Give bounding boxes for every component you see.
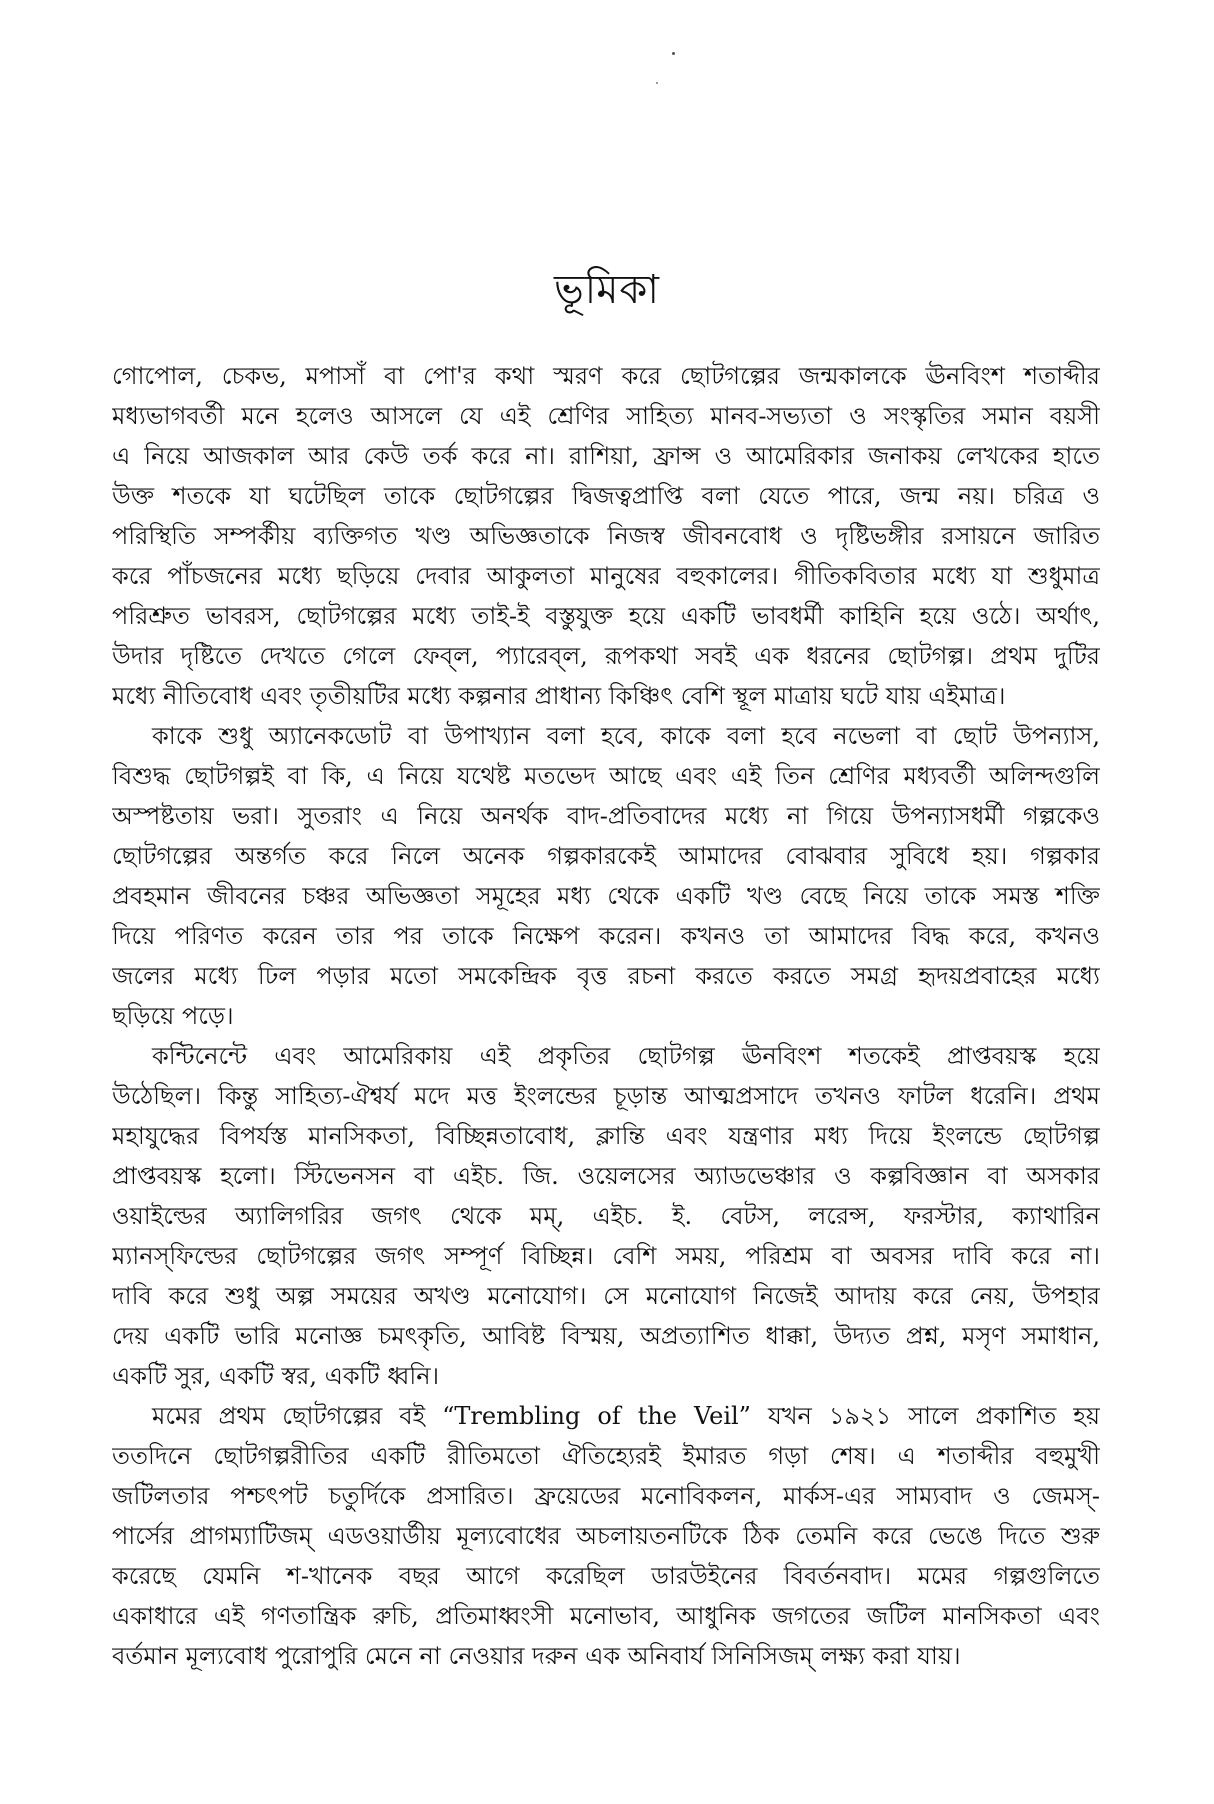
text-line: ছোটগল্পের অন্তর্গত করে নিলে অনেক গল্পকারকেই আমাদের বোঝবার সুবিধে হয়। গল্পকার — [112, 842, 1100, 870]
text-line: মধ্যভাগবর্তী মনে হলেও আসলে যে এই শ্রেণির সাহিত্য মানব-সভ্যতা ও সংস্কৃতির সমান বয়সী — [112, 402, 1100, 430]
page-title: ভূমিকা — [553, 267, 661, 313]
text-line: বর্তমান মূল্যবোধ পুরোপুরি মেনে না নেওয়ার দরুন এক অনিবার্য সিনিসিজম্‌ লক্ষ্য করা যায়। — [112, 1642, 961, 1670]
text-line: করে পাঁচজনের মধ্যে ছড়িয়ে দেবার আকুলতা মানুষের বহুকালের। গীতিকবিতার মধ্যে যা শুধুমাত্র — [112, 562, 1100, 590]
text-line: মহাযুদ্ধের বিপর্যস্ত মানসিকতা, বিচ্ছিন্নতাবোধ, ক্লান্তি এবং যন্ত্রণার মধ্য দিয়ে ইংলন্ডে ছোটগল্প — [112, 1122, 1100, 1150]
paragraph-first-line: মমের প্রথম ছোটগল্পের বই “Trembling of the Veil” যখন ১৯২১ সালে প্রকাশিত হয় — [152, 1402, 1100, 1430]
text-line: ততদিনে ছোটগল্পরীতির একটি রীতিমতো ঐতিহ্যেরই ইমারত গড়া শেষ। এ শতাব্দীর বহুমুখী — [112, 1442, 1100, 1470]
text-line: বিশুদ্ধ ছোটগল্পই বা কি, এ নিয়ে যথেষ্ট মতভেদ আছে এবং এই তিন শ্রেণির মধ্যবর্তী অলিন্দগুলি — [112, 762, 1100, 790]
text-line: একাধারে এই গণতান্ত্রিক রুচি, প্রতিমাধ্বংসী মনোভাব, আধুনিক জগতের জটিল মানসিকতা এবং — [112, 1602, 1100, 1630]
text-line: পরিশ্রুত ভাবরস, ছোটগল্পের মধ্যে তাই-ই বস্তুযুক্ত হয়ে একটি ভাবধর্মী কাহিনি হয়ে ওঠে। অর্থাৎ, — [112, 602, 1100, 630]
body-text — [112, 356, 1100, 1676]
text-line: ওয়াইল্ডের অ্যালিগরির জগৎ থেকে মম্‌, এইচ. ই. বেটস, লরেন্স, ফরস্টার, ক্যাথারিন — [112, 1202, 1100, 1230]
text-line: পরিস্থিতি সম্পর্কীয় ব্যক্তিগত খণ্ড অভিজ্ঞতাকে নিজস্ব জীবনবোধ ও দৃষ্টিভঙ্গীর রসায়নে জারিত — [112, 522, 1100, 550]
text-line: অস্পষ্টতায় ভরা। সুতরাং এ নিয়ে অনর্থক বাদ-প্রতিবাদের মধ্যে না গিয়ে উপন্যাসধর্মী গল্পকেও — [112, 802, 1100, 830]
text-line: ম্যানস্‌ফিল্ডের ছোটগল্পের জগৎ সম্পূর্ণ বিচ্ছিন্ন। বেশি সময়, পরিশ্রম বা অবসর দাবি করে না। — [112, 1242, 1100, 1270]
text-line: এ নিয়ে আজকাল আর কেউ তর্ক করে না। রাশিয়া, ফ্রান্স ও আমেরিকার জনাকয় লেখকের হাতে — [112, 442, 1100, 470]
text-line: দিয়ে পরিণত করেন তার পর তাকে নিক্ষেপ করেন। কখনও তা আমাদের বিদ্ধ করে, কখনও — [112, 922, 1100, 950]
text-line: উক্ত শতকে যা ঘটেছিল তাকে ছোটগল্পের দ্বিজত্বপ্রাপ্তি বলা যেতে পারে, জন্ম নয়। চরিত্র ও — [112, 482, 1100, 510]
text-line: প্রবহমান জীবনের চঞ্চর অভিজ্ঞতা সমূহের মধ্য থেকে একটি খণ্ড বেছে নিয়ে তাকে সমস্ত শক্তি — [112, 882, 1100, 910]
text-line: পার্সের প্রাগম্যাটিজম্‌ এডওয়ার্ডীয় মূল্যবোধের অচলায়তনটিকে ঠিক তেমনি করে ভেঙে দিতে শুরু — [112, 1522, 1100, 1550]
text-line: গোপোল, চেকভ, মপাসাঁ বা পো'র কথা স্মরণ করে ছোটগল্পের জন্মকালকে ঊনবিংশ শতাব্দীর — [112, 362, 1100, 390]
text-line: জলের মধ্যে ঢিল পড়ার মতো সমকেন্দ্রিক বৃত্ত রচনা করতে করতে সমগ্র হৃদয়প্রবাহের মধ্যে — [112, 962, 1100, 990]
text-line: দেয় একটি ভারি মনোজ্ঞ চমৎকৃতি, আবিষ্ট বিস্ময়, অপ্রত্যাশিত ধাক্কা, উদ্যত প্রশ্ন, মসৃণ সমাধান, — [112, 1322, 1100, 1350]
text-line: মধ্যে নীতিবোধ এবং তৃতীয়টির মধ্যে কল্পনার প্রাধান্য কিঞ্চিৎ বেশি স্থূল মাত্রায় ঘটে যায় এইমাত্র। — [112, 682, 1006, 710]
text-line: উঠেছিল। কিন্তু সাহিত্য-ঐশ্বর্য মদে মত্ত ইংলন্ডের চূড়ান্ত আত্মপ্রসাদে তখনও ফাটল ধরেনি। প্রথম — [112, 1082, 1100, 1110]
print-speck — [656, 82, 658, 84]
text-line: একটি সুর, একটি স্বর, একটি ধ্বনি। — [112, 1362, 440, 1390]
text-line: উদার দৃষ্টিতে দেখতে গেলে ফেব্‌ল, প্যারেব্‌ল, রূপকথা সবই এক ধরনের ছোটগল্প। প্রথম দুটির — [112, 642, 1100, 670]
text-line: ছড়িয়ে পড়ে। — [112, 1002, 234, 1030]
text-line: প্রাপ্তবয়স্ক হলো। স্টিভেনসন বা এইচ. জি. ওয়েলসের অ্যাডভেঞ্চার ও কল্পবিজ্ঞান বা অসকার — [112, 1162, 1100, 1190]
paragraph-first-line: কন্টিনেন্টে এবং আমেরিকায় এই প্রকৃতির ছোটগল্প ঊনবিংশ শতকেই প্রাপ্তবয়স্ক হয়ে — [152, 1042, 1100, 1070]
text-line: করেছে যেমনি শ-খানেক বছর আগে করেছিল ডারউইনের বিবর্তনবাদ। মমের গল্পগুলিতে — [112, 1562, 1100, 1590]
text-line: জটিলতার পশ্চৎপট চতুর্দিকে প্রসারিত। ফ্রয়েডের মনোবিকলন, মার্কস-এর সাম্যবাদ ও জেমস্‌- — [112, 1482, 1100, 1510]
paragraph-first-line: কাকে শুধু অ্যানেকডোট বা উপাখ্যান বলা হবে, কাকে বলা হবে নভেলা বা ছোট উপন্যাস, — [152, 722, 1100, 750]
print-speck — [672, 52, 675, 55]
text-line: দাবি করে শুধু অল্প সময়ের অখণ্ড মনোযোগ। সে মনোযোগ নিজেই আদায় করে নেয়, উপহার — [112, 1282, 1100, 1310]
